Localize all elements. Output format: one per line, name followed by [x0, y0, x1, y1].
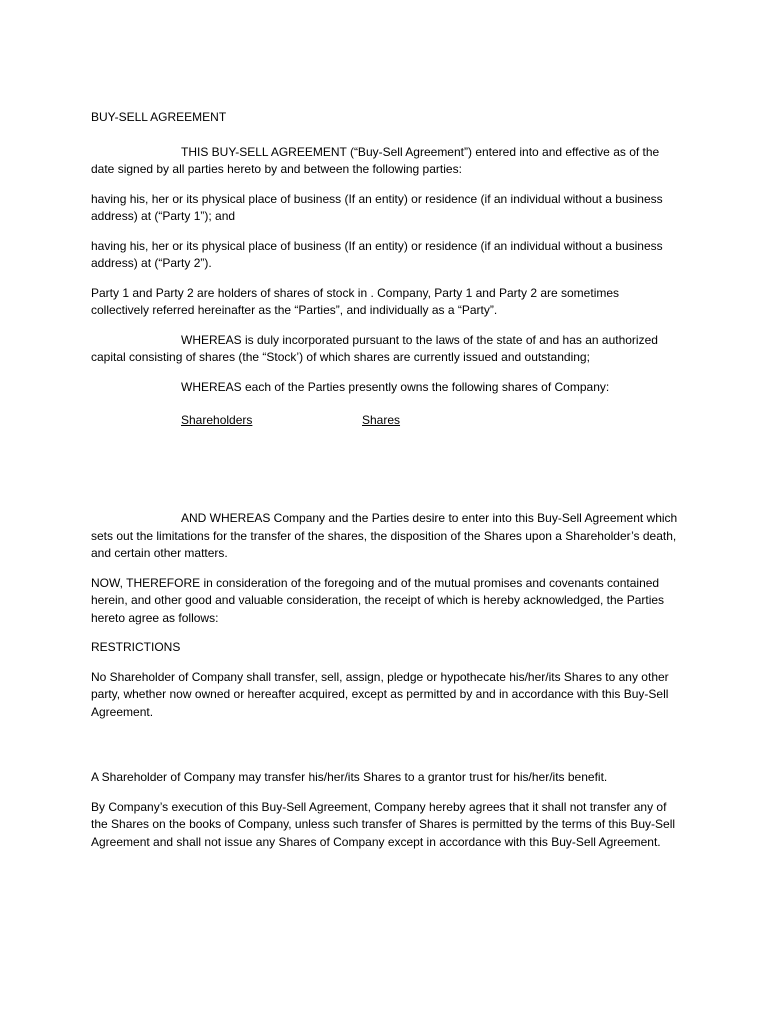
restriction-grantor-trust-paragraph: A Shareholder of Company may transfer his/her/its Shares to a grantor trust for his/her/its benefit.: [91, 770, 608, 784]
whereas-shares-paragraph: WHEREAS each of the Parties presently owns the following shares of Company:: [181, 379, 610, 394]
shares-column-header: Shares: [362, 413, 401, 427]
document-body: [91, 109, 679, 851]
party2-paragraph: having his, her or its physical place of business (If an entity) or residence (if an individual without a business address) at (“Party 2”).: [91, 238, 663, 270]
restrictions-heading: RESTRICTIONS: [91, 640, 181, 654]
document-title: BUY-SELL AGREEMENT: [91, 110, 227, 124]
restriction-company-books-paragraph: By Company’s execution of this Buy-Sell Agreement, Company hereby agrees that it shall not transfer any of the Shares on the books of Company, unless such transfer of Shares is permitted by the terms of this Buy-Sell Agreement and shall not issue any Shares of Company except in accordance with this Buy-Sell Agreement.: [91, 799, 676, 849]
shareholders-column-header: Shareholders: [181, 413, 253, 427]
parties-definition-paragraph: Party 1 and Party 2 are holders of shares of stock in . Company, Party 1 and Party 2 are sometimes collectively referred hereinafter as the “Parties”, and individually as a “Party”.: [91, 285, 620, 317]
whereas-incorporation-paragraph: WHEREAS is duly incorporated pursuant to the laws of the state of and has an authorized capital consisting of shares (the “Stock’) of which shares are currently issued and outstanding;: [91, 332, 658, 364]
intro-paragraph: THIS BUY-SELL AGREEMENT (“Buy-Sell Agreement”) entered into and effective as of the date signed by all parties hereto by and between the following parties:: [91, 144, 660, 176]
whereas-intent-paragraph: AND WHEREAS Company and the Parties desire to enter into this Buy-Sell Agreement which sets out the limitations for the transfer of the shares, the disposition of the Shares upon a Shareholder’s death, and certain other matters.: [91, 511, 678, 560]
shareholders-table-header: [181, 412, 679, 430]
now-therefore-paragraph: NOW, THEREFORE in consideration of the foregoing and of the mutual promises and covenants contained herein, and other good and valuable consideration, the receipt of which is hereby acknowledged, the Parties hereto agree as follows:: [91, 575, 665, 625]
party1-paragraph: having his, her or its physical place of business (If an entity) or residence (if an individual without a business address) at (“Party 1”); and: [91, 191, 663, 223]
restriction-no-transfer-paragraph: No Shareholder of Company shall transfer, sell, assign, pledge or hypothecate his/her/its Shares to any other party, whether now owned or hereafter acquired, except as permitted by and in accordance with this Buy-Sell Agreement.: [91, 669, 669, 719]
